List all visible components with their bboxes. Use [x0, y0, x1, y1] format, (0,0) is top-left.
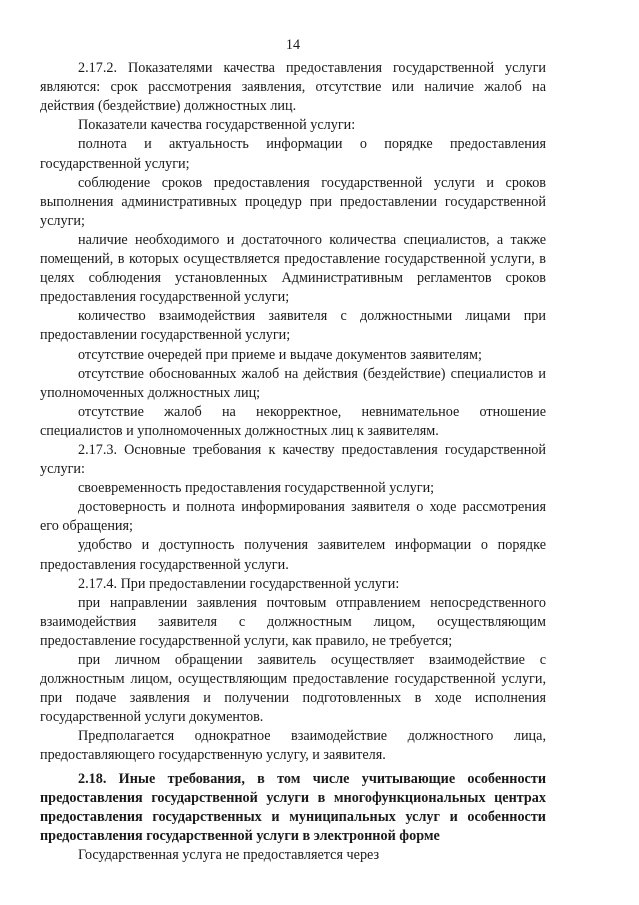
paragraph-specialists: наличие необходимого и достаточного количества специалистов, а также помещений, в которых осуществляется предоставление государственной услуги, в целях соблюдения установленных Административным регламентов сроков предоставления государственной услуги;: [40, 231, 546, 306]
paragraph-no-justified-complaints: отсутствие обоснованных жалоб на действия (бездействие) специалистов и уполномоченных должностных лиц;: [40, 365, 546, 401]
paragraph-deadlines: соблюдение сроков предоставления государственной услуги и сроков выполнения административных процедур при предоставлении государственной услуги;: [40, 174, 546, 229]
page-number: 14: [285, 37, 301, 53]
paragraph-completeness: полнота и актуальность информации о порядке предоставления государственной услуги;: [40, 136, 546, 172]
paragraph-no-queues: отсутствие очередей при приеме и выдаче документов заявителям;: [78, 346, 482, 363]
document-page: [40, 36, 546, 865]
paragraph-interaction-count: количество взаимодействия заявителя с должностными лицами при предоставлении государственной услуги;: [40, 308, 546, 344]
paragraph-not-provided: Государственная услуга не предоставляется через: [78, 846, 380, 863]
paragraph-no-incorrect-treatment: отсутствие жалоб на некорректное, невнимательное отношение специалистов и уполномоченных должностных лиц к заявителям.: [40, 403, 546, 439]
paragraph-personal-visit: при личном обращении заявитель осуществляет взаимодействие с должностным лицом, осуществляющим предоставление государственной услуги, при подаче заявления и получении подготовленных в ходе исполнения государственной услуги документов.: [40, 652, 546, 726]
paragraph-accessibility: удобство и доступность получения заявителем информации о порядке предоставления государственной услуги.: [40, 537, 546, 573]
paragraph-2-17-4: 2.17.4. При предоставлении государственной услуги:: [78, 575, 400, 592]
paragraph-single-interaction: Предполагается однократное взаимодействие должностного лица, предоставляющего государственную услугу, и заявителя.: [40, 728, 546, 764]
paragraph-2-17-3: 2.17.3. Основные требования к качеству предоставления государственной услуги:: [40, 441, 546, 478]
paragraph-quality-indicators: Показатели качества государственной услуги:: [78, 117, 356, 134]
paragraph-2-17-2: 2.17.2. Показателями качества предоставления государственной услуги являются: срок рассмотрения заявления, отсутствие или наличие жалоб на действия (бездействие) должностных лиц.: [40, 60, 546, 115]
paragraph-reliability: достоверность и полнота информирования заявителя о ходе рассмотрения его обращения;: [40, 499, 546, 535]
paragraph-postal: при направлении заявления почтовым отправлением непосредственного взаимодействия заявителя с должностным лицом, осуществляющим предоставление государственной услуги, как правило, не требуется;: [40, 594, 546, 649]
heading-2-18: 2.18. Иные требования, в том числе учитывающие особенности предоставления государственной услуги в многофункциональных центрах предоставления государственных и муниципальных услуг и особенности предоставления государственной услуги в электронной форме: [40, 770, 546, 844]
paragraph-timeliness: своевременность предоставления государственной услуги;: [78, 480, 435, 497]
